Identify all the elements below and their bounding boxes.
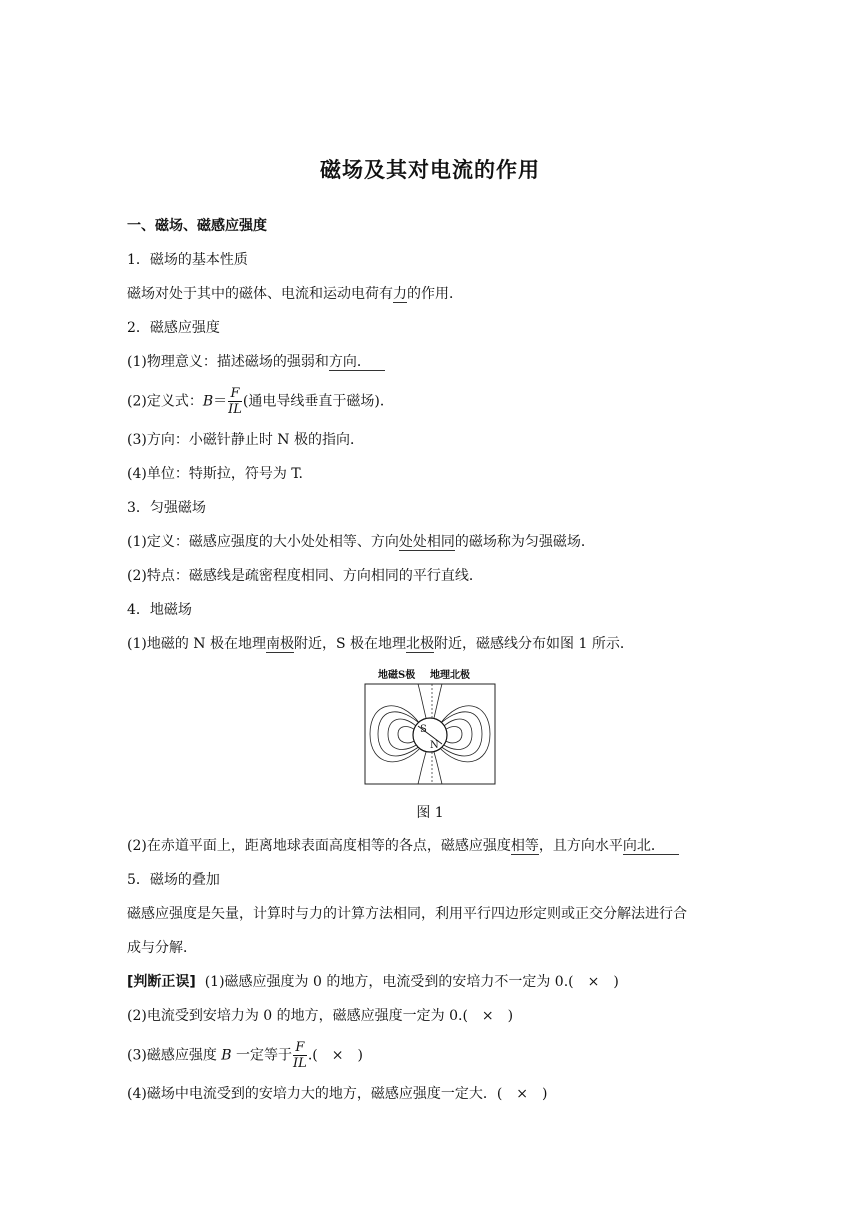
text: (1)磁感应强度为 0 的地方，电流受到的安培力不一定为 0.( × ) (204, 974, 619, 990)
geomagnetic-line-1 (127, 634, 634, 654)
variable-b: B (221, 1047, 232, 1064)
fraction (293, 1040, 307, 1071)
figure-caption: 图 1 (416, 805, 444, 821)
text: 的作用． (407, 286, 463, 302)
text: 一定等于 (231, 1047, 293, 1064)
text: (3)磁感应强度 (127, 1047, 222, 1064)
definition-line (127, 386, 394, 416)
figure-label-right: 地理北极 (430, 670, 470, 681)
text: ，且方向水平 (538, 838, 623, 854)
judge-tag: [判断正误] (127, 974, 196, 990)
equals-sign: ＝ (213, 393, 228, 410)
judge-question-3 (127, 1040, 363, 1070)
variable-b: B (202, 393, 214, 410)
fraction-denominator: IL (293, 1056, 307, 1071)
figure-label-left: 地磁S极 (378, 670, 416, 681)
judge-question-4: (4)磁场中电流受到的安培力大的地方，磁感应强度一定大．( × ) (127, 1086, 548, 1102)
heading-4: 4．地磁场 (127, 602, 192, 618)
meaning-line (127, 352, 385, 372)
fraction-numerator: F (228, 386, 242, 402)
superposition-text-2: 成与分解． (127, 940, 197, 956)
answer-blank: 南极 (265, 636, 294, 652)
text: 磁场对处于其中的磁体、电流和运动电荷有 (127, 286, 393, 302)
heading-3: 3．匀强磁场 (127, 500, 206, 516)
answer-blank: 处处相同 (398, 534, 455, 550)
text: (1)地磁的 N 极在地理 (127, 636, 266, 652)
heading-1: 1．磁场的基本性质 (127, 252, 248, 268)
page-title: 磁场及其对电流的作用 (320, 158, 540, 182)
text: (2)定义式： (127, 393, 203, 410)
judge-question-1 (127, 972, 619, 992)
answer-blank: 力 (393, 286, 407, 302)
uniform-definition-line (127, 532, 595, 552)
section-heading: 一、磁场、磁感应强度 (127, 218, 267, 234)
heading-5: 5．磁场的叠加 (127, 872, 220, 888)
feature-line: (2)特点：磁感线是疏密程度相同、方向相同的平行直线． (127, 568, 483, 584)
text: 的磁场称为匀强磁场． (454, 534, 595, 550)
answer-blank: 相等 (510, 838, 539, 854)
unit-line: (4)单位：特斯拉，符号为 T. (127, 466, 304, 482)
judge-question-2: (2)电流受到安培力为 0 的地方，磁感应强度一定为 0.( × ) (127, 1008, 514, 1024)
answer-blank: 向北． (623, 838, 679, 855)
superposition-text-1: 磁感应强度是矢量，计算时与力的计算方法相同，利用平行四边形定则或正交分解法进行合 (127, 906, 687, 922)
fraction (228, 386, 242, 417)
fraction-numerator: F (293, 1040, 307, 1056)
paragraph-1 (127, 284, 463, 304)
fraction-denominator: IL (228, 402, 242, 417)
answer-blank: 方向． (329, 354, 385, 371)
text: (2)在赤道平面上，距离地球表面高度相等的各点，磁感应强度 (127, 838, 511, 854)
text: (1)物理意义：描述磁场的强弱和 (127, 354, 329, 370)
text: .( × ) (307, 1047, 363, 1064)
heading-2: 2．磁感应强度 (127, 320, 220, 336)
text: (1)定义：磁感应强度的大小处处相等、方向 (127, 534, 399, 550)
direction-line: (3)方向：小磁针静止时 N 极的指向． (127, 432, 364, 448)
geomagnetic-field-figure (360, 666, 500, 788)
text: 附近，磁感线分布如图 1 所示． (434, 636, 634, 652)
answer-blank: 北极 (406, 636, 435, 652)
geomagnetic-line-2 (127, 836, 679, 856)
pole-n-label: N (430, 740, 439, 751)
text: (通电导线垂直于磁场)． (242, 393, 394, 410)
pole-s-label: S (420, 724, 427, 735)
text: 附近，S 极在地理 (293, 636, 407, 652)
